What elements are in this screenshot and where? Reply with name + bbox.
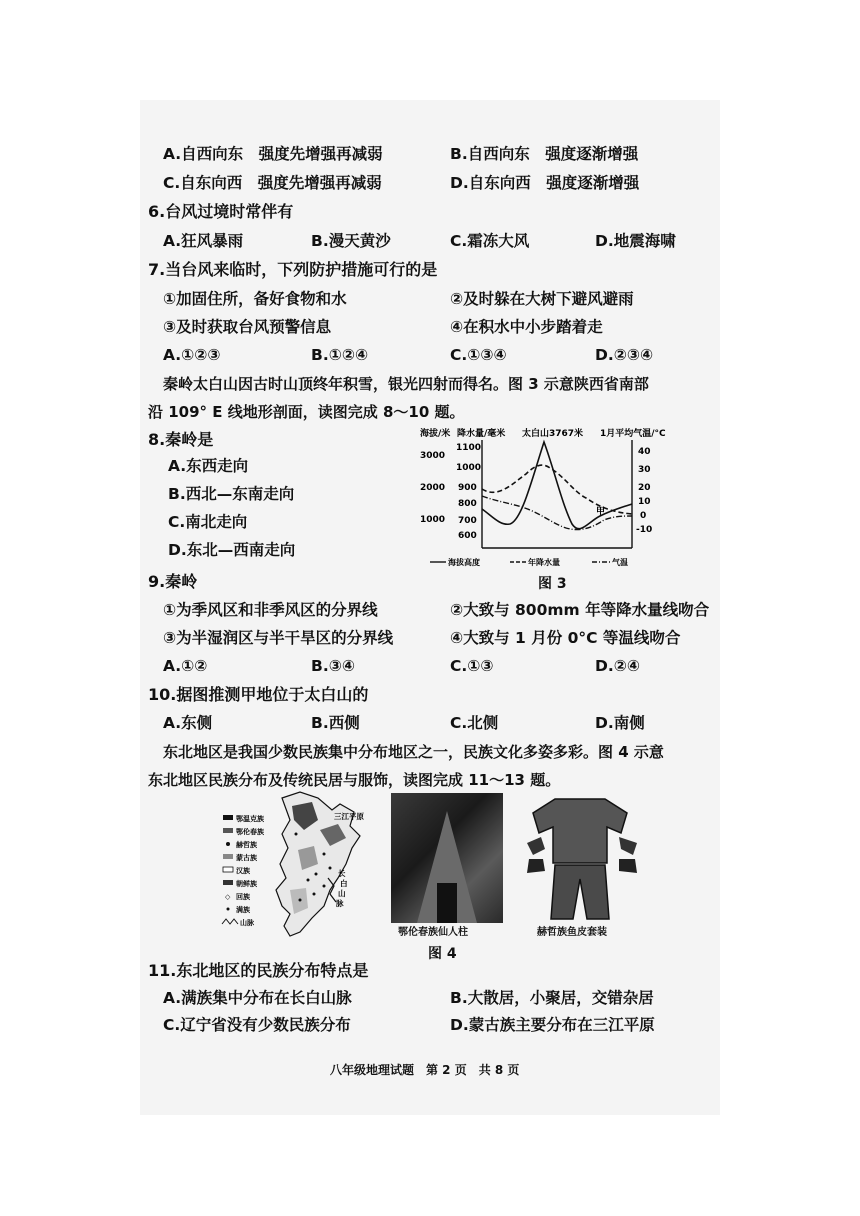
q6-option-d: D.地震海啸 — [595, 232, 676, 250]
q11-option-d: D.蒙古族主要分布在三江平原 — [450, 1016, 655, 1034]
fig4-changbai-char: 山 — [338, 889, 346, 898]
q5-option-a: A.自西向东 强度先增强再减弱 — [163, 145, 383, 163]
intro-8-10-line1: 秦岭太白山因古时山顶终年积雪，银光四射而得名。图 3 示意陕西省南部 — [163, 375, 649, 393]
jacket-shape — [533, 799, 627, 863]
fig3-caption: 图 3 — [538, 576, 567, 592]
q7-stem: 7.当台风来临时，下列防护措施可行的是 — [148, 260, 438, 279]
fig4-legend-item: 汉族 — [236, 867, 250, 875]
fig4-legend-item: 满族 — [236, 906, 250, 914]
fig3-elev-label: 海拔/米 — [420, 429, 451, 439]
legend-swatch — [227, 908, 230, 911]
fig3-temp-tick: 30 — [638, 465, 651, 475]
fig3-precip-tick: 600 — [458, 531, 477, 541]
q9-option-d: D.②④ — [595, 657, 641, 675]
fig4-legend-item: 朝鲜族 — [236, 880, 257, 888]
q9-option-b: B.③④ — [311, 657, 355, 675]
q11-option-c: C.辽宁省没有少数民族分布 — [163, 1016, 351, 1034]
figure-3-profile — [420, 424, 690, 574]
fig4-legend-item: 鄂伦春族 — [236, 828, 264, 836]
q11-option-b: B.大散居，小聚居，交错杂居 — [450, 989, 654, 1007]
intro-8-10-line2: 沿 109° E 线地形剖面，读图完成 8～10 题。 — [148, 403, 465, 421]
q7-statement-2: ②及时躲在大树下避风避雨 — [450, 290, 634, 308]
q5-option-b: B.自西向东 强度逐渐增强 — [450, 145, 639, 163]
intro-11-13-line2: 东北地区民族分布及传统民居与服饰，读图完成 11～13 题。 — [148, 771, 561, 789]
q7-option-c: C.①③④ — [450, 346, 507, 364]
q7-option-d: D.②③④ — [595, 346, 654, 364]
photo1-caption: 鄂伦春族仙人柱 — [398, 927, 468, 938]
fig3-precip-tick: 1000 — [456, 463, 482, 473]
legend-swatch — [223, 854, 233, 859]
q7-statement-3: ③及时获取台风预警信息 — [163, 318, 332, 336]
fig4-legend-item: 鄂温克族 — [236, 815, 264, 823]
legend-swatch — [223, 828, 233, 833]
fig3-temp-tick: 40 — [638, 447, 651, 457]
fig4-legend-item: 蒙古族 — [236, 854, 257, 862]
legend-swatch — [223, 815, 233, 820]
q6-option-a: A.狂风暴雨 — [163, 232, 244, 250]
fig4-legend-item: 回族 — [236, 893, 250, 901]
legend-swatch: ◇ — [225, 893, 231, 901]
fig3-precip-tick: 1100 — [456, 443, 482, 453]
fig3-precip-tick: 800 — [458, 499, 477, 509]
fig4-sanjiang-label: 三江平原 — [334, 812, 364, 821]
q7-option-a: A.①②③ — [163, 346, 221, 364]
shoe-left — [527, 859, 545, 873]
fig3-legend-elev: 海拔高度 — [448, 558, 480, 567]
q8-stem: 8.秦岭是 — [148, 430, 214, 449]
q7-statement-1: ①加固住所，备好食物和水 — [163, 290, 347, 308]
page-footer: 八年级地理试题 第 2 页 共 8 页 — [330, 1063, 520, 1077]
q6-option-c: C.霜冻大风 — [450, 232, 530, 250]
fig3-temp-label: 1月平均气温/°C — [600, 429, 666, 439]
q11-option-a: A.满族集中分布在长白山脉 — [163, 989, 352, 1007]
q10-option-a: A.东侧 — [163, 714, 213, 732]
fig3-elev-tick: 1000 — [420, 515, 446, 525]
shoe-right — [619, 859, 637, 873]
figure-4-map — [220, 790, 385, 940]
q9-statement-1: ①为季风区和非季风区的分界线 — [163, 601, 378, 619]
q10-option-b: B.西侧 — [311, 714, 360, 732]
q8-option-d: D.东北—西南走向 — [168, 541, 296, 559]
fig3-temp-tick: 10 — [638, 497, 651, 507]
q9-option-c: C.①③ — [450, 657, 494, 675]
fig4-changbai-char: 白 — [340, 879, 348, 888]
photo-fishskin-suit — [515, 793, 645, 923]
fig3-elevation-curve — [482, 442, 632, 529]
fig3-precip-curve — [482, 465, 632, 514]
fig3-precip-tick: 900 — [458, 483, 477, 493]
q9-statement-4: ④大致与 1 月份 0°C 等温线吻合 — [450, 629, 681, 647]
legend-swatch — [223, 867, 233, 872]
fig4-legend-item: 赫哲族 — [236, 841, 257, 849]
legend-swatch — [222, 919, 238, 924]
q5-option-d: D.自东向西 强度逐渐增强 — [450, 174, 640, 192]
q5-option-c: C.自东向西 强度先增强再减弱 — [163, 174, 382, 192]
photo-xianrenzhu — [391, 793, 503, 923]
q9-option-a: A.①② — [163, 657, 208, 675]
q10-stem: 10.据图推测甲地位于太白山的 — [148, 685, 369, 704]
q10-option-d: D.南侧 — [595, 714, 645, 732]
q7-statement-4: ④在积水中小步踏着走 — [450, 318, 603, 336]
fig3-precip-tick: 700 — [458, 516, 477, 526]
fig3-legend-precip: 年降水量 — [528, 558, 560, 567]
glove-left — [527, 837, 545, 855]
q6-option-b: B.漫天黄沙 — [311, 232, 391, 250]
legend-swatch — [226, 842, 230, 846]
q6-stem: 6.台风过境时常伴有 — [148, 202, 294, 221]
q10-option-c: C.北侧 — [450, 714, 499, 732]
q11-stem: 11.东北地区的民族分布特点是 — [148, 961, 369, 980]
q8-option-a: A.东西走向 — [168, 457, 249, 475]
fig4-changbai-char: 长 — [338, 869, 346, 878]
q9-stem: 9.秦岭 — [148, 572, 198, 591]
q8-option-b: B.西北—东南走向 — [168, 485, 295, 503]
teepee-door — [437, 883, 457, 923]
fig3-temp-tick: 20 — [638, 483, 651, 493]
fig3-precip-label: 降水量/毫米 — [457, 429, 506, 439]
fig4-changbai-char: 脉 — [336, 899, 344, 908]
fig3-jia-label: 甲 — [596, 507, 606, 517]
fig3-peak-label: 太白山3767米 — [522, 429, 584, 439]
q8-option-c: C.南北走向 — [168, 513, 248, 531]
trousers-shape — [551, 865, 609, 919]
q7-option-b: B.①②④ — [311, 346, 369, 364]
q9-statement-3: ③为半湿润区与半干旱区的分界线 — [163, 629, 394, 647]
fig3-elev-tick: 3000 — [420, 451, 446, 461]
fig3-elev-tick: 2000 — [420, 483, 446, 493]
fig3-legend-temp: 气温 — [612, 558, 628, 567]
fig3-temp-tick: -10 — [636, 525, 653, 535]
photo2-caption: 赫哲族鱼皮套装 — [537, 927, 607, 938]
legend-swatch — [223, 880, 233, 885]
fig3-temp-tick: 0 — [640, 511, 647, 521]
glove-right — [619, 837, 637, 855]
fig4-legend-item: 山脉 — [240, 919, 254, 927]
q9-statement-2: ②大致与 800mm 年等降水量线吻合 — [450, 601, 710, 619]
intro-11-13-line1: 东北地区是我国少数民族集中分布地区之一，民族文化多姿多彩。图 4 示意 — [163, 743, 664, 761]
fig4-caption: 图 4 — [428, 946, 457, 962]
